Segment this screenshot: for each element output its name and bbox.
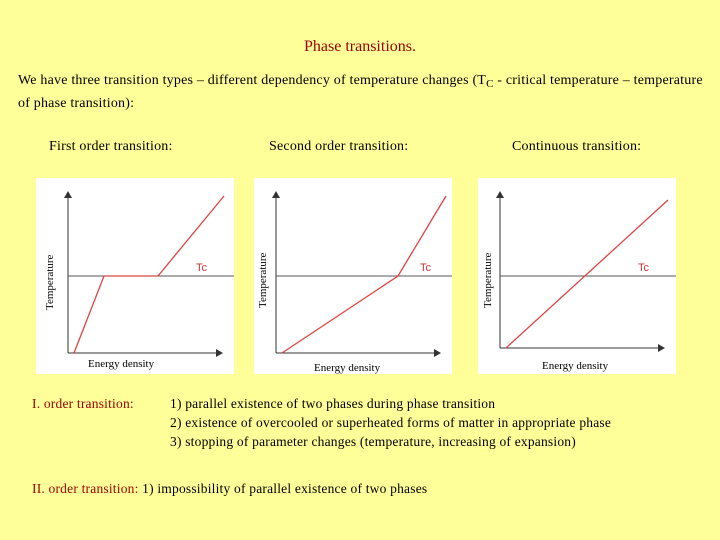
y-axis-label-second: Temperature [257, 252, 269, 308]
transition-curve [282, 196, 446, 353]
note-item: 3) stopping of parameter changes (temperature, increasing of expansion) [170, 434, 576, 449]
note-item: 1) parallel existence of two phases during phase transition [170, 396, 496, 411]
second-order-notes-label: II. order transition: [32, 481, 139, 496]
diagram-first-order-svg [36, 178, 234, 374]
diagram-second-order-svg [254, 178, 452, 374]
second-order-notes [32, 479, 427, 498]
diagram-second-order [254, 178, 452, 374]
diagram-continuous-svg [478, 178, 676, 374]
intro-subscript: C [486, 78, 494, 90]
y-axis-label-continuous: Temperature [482, 252, 494, 308]
heading-second-order: Second order transition: [269, 139, 409, 154]
tc-label: Tc [420, 262, 431, 274]
y-axis-label-first: Temperature [44, 254, 56, 310]
note-item: 1) impossibility of parallel existence of two phases [142, 481, 428, 496]
x-axis-label: Energy density [314, 362, 381, 374]
first-order-notes [32, 394, 134, 413]
heading-first-order: First order transition: [49, 139, 173, 154]
transition-curve [506, 200, 668, 348]
intro-paragraph [18, 71, 708, 114]
page-title: Phase transitions. [304, 38, 416, 55]
diagram-first-order [36, 178, 234, 374]
transition-curve [74, 196, 224, 353]
tc-label: Tc [638, 262, 649, 274]
heading-continuous: Continuous transition: [512, 139, 642, 154]
first-order-notes-list [170, 394, 611, 451]
x-axis-label: Energy density [88, 358, 155, 370]
first-order-notes-label: I. order transition: [32, 396, 134, 411]
diagram-continuous [478, 178, 676, 374]
intro-text-after: - critical temperature – temperature of phase transition): [18, 73, 703, 111]
intro-text-before: We have three transition types – different dependency of temperature changes (T [18, 73, 487, 88]
note-item: 2) existence of overcooled or superheated forms of matter in appropriate phase [170, 415, 612, 430]
tc-label: Tc [196, 262, 207, 274]
x-axis-label: Energy density [542, 360, 609, 372]
